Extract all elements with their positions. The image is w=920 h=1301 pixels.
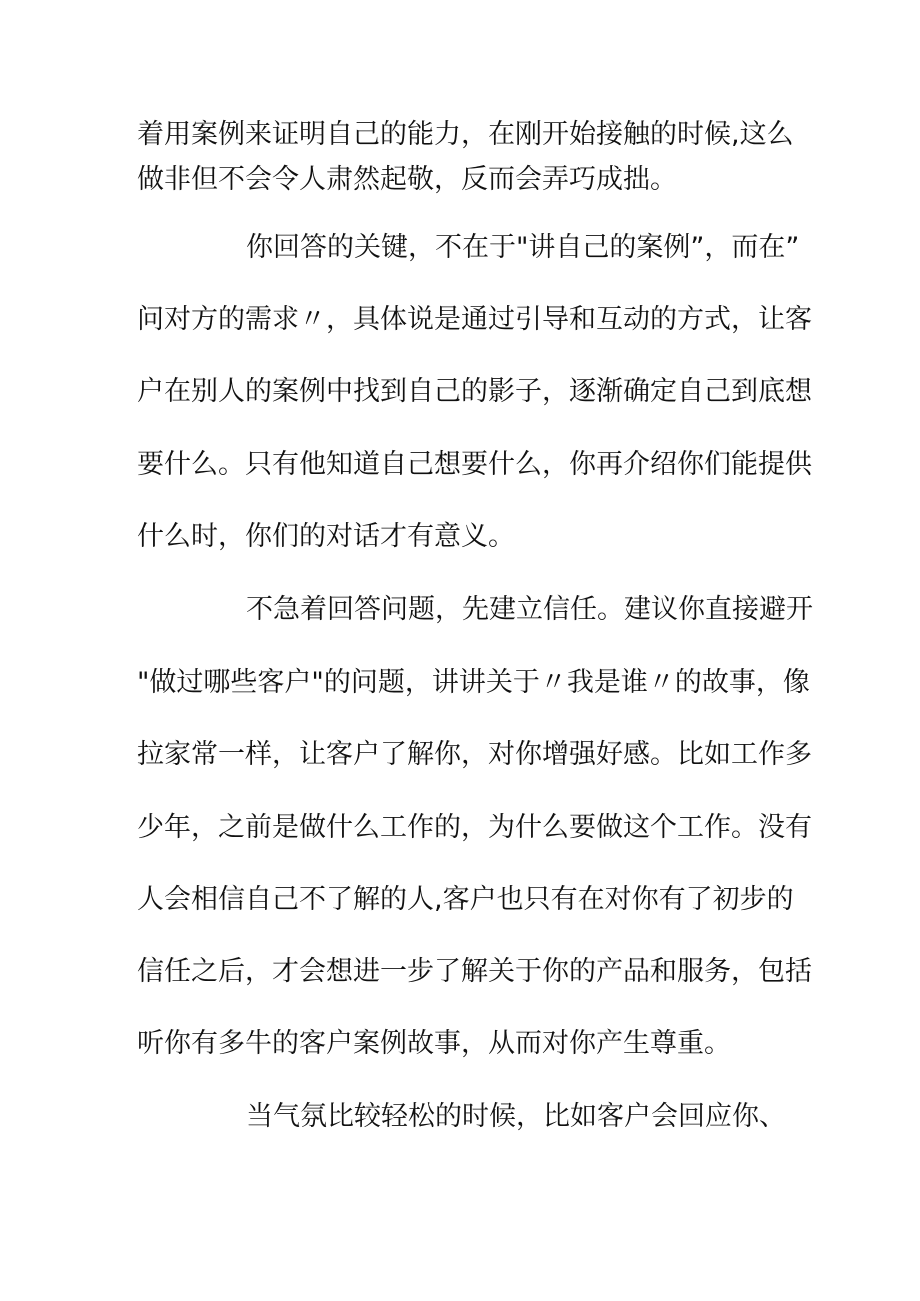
text-line: 户在别人的案例中找到自己的影子，逐渐确定自己到底想 [137,376,812,407]
text-line: 少年，之前是做什么工作的，为什么要做这个工作。没有 [137,812,812,843]
text-line: 人会相信自己不了解的人,客户也只有在对你有了初步的 [137,884,794,915]
text-line: 要什么。只有他知道自己想要什么，你再介绍你们能提供 [137,449,812,480]
text-line: 拉家常一样，让客户了解你，对你增强好感。比如工作多 [137,739,812,770]
text-line: 着用案例来证明自己的能力，在刚开始接触的时候,这么 [137,119,794,150]
text-line: 信任之后，才会想进一步了解关于你的产品和服务，包括 [137,956,812,987]
text-line: 问对方的需求〃，具体说是通过引导和互动的方式，让客 [137,304,812,335]
text-line: 做非但不会令人肃然起敬，反而会弄巧成拙。 [137,164,677,195]
paragraph-start-line: 当气氛比较轻松的时候，比如客户会回应你、 [246,1101,786,1132]
paragraph-start-line: 你回答的关键，不在于"讲自己的案例”，而在” [246,232,800,263]
paragraph-start-line: 不急着回答问题，先建立信任。建议你直接避开 [246,594,813,625]
text-line: "做过哪些客户"的问题，讲讲关于〃我是谁〃的故事，像 [137,667,810,698]
text-line: 听你有多牛的客户案例故事，从而对你产生尊重。 [137,1028,731,1059]
text-line: 什么时，你们的对话才有意义。 [137,521,515,552]
